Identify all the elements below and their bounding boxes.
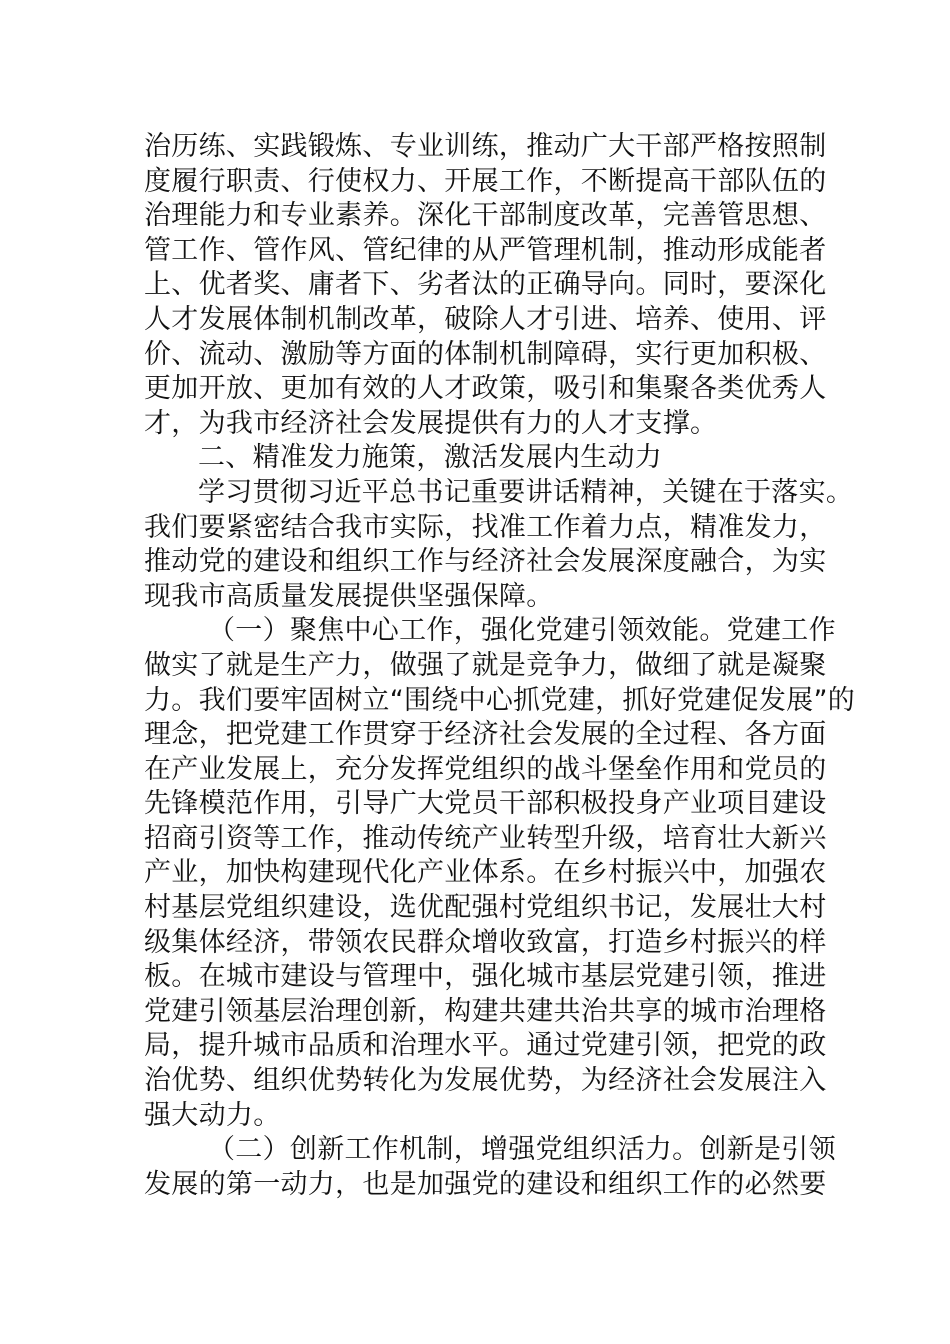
text-line: 级集体经济，带领农民群众增收致富，打造乡村振兴的样 — [144, 926, 827, 958]
text-line: 更加开放、更加有效的人才政策，吸引和集聚各类优秀人 — [144, 373, 827, 405]
text-line: 板。在城市建设与管理中，强化城市基层党建引领，推进 — [144, 961, 827, 993]
text-line: 招商引资等工作，推动传统产业转型升级，培育壮大新兴 — [144, 822, 827, 854]
text-line: 局，提升城市品质和治理水平。通过党建引领，把党的政 — [144, 1030, 827, 1062]
text-line: 党建引领基层治理创新，构建共建共治共享的城市治理格 — [144, 995, 827, 1027]
text-line: 治历练、实践锻炼、专业训练，推动广大干部严格按照制 — [144, 131, 827, 162]
text-line: 强大动力。 — [144, 1099, 281, 1131]
text-line: 管工作、管作风、管纪律的从严管理机制，推动形成能者 — [144, 234, 827, 266]
text-line: 产业，加快构建现代化产业体系。在乡村振兴中，加强农 — [144, 857, 827, 889]
text-line: 上、优者奖、庸者下、劣者汰的正确导向。同时，要深化 — [144, 269, 827, 301]
text-line: 才，为我市经济社会发展提供有力的人才支撑。 — [144, 407, 718, 439]
text-line: 做实了就是生产力，做强了就是竞争力，做细了就是凝聚 — [144, 649, 827, 681]
text-line: 发展的第一动力，也是加强党的建设和组织工作的必然要 — [144, 1168, 827, 1200]
text-line: 在产业发展上，充分发挥党组织的战斗堡垒作用和党员的 — [144, 753, 827, 785]
section-heading: 二、精准发力施策，激活发展内生动力 — [198, 442, 663, 474]
text-line: 力。我们要牢固树立“围绕中心抓党建，抓好党建促发展”的 — [144, 684, 856, 716]
text-line: 我们要紧密结合我市实际，找准工作着力点，精准发力， — [144, 511, 827, 543]
paragraph-start: 学习贯彻习近平总书记重要讲话精神，关键在于落实。 — [198, 476, 854, 508]
text-line: 理念，把党建工作贯穿于经济社会发展的全过程、各方面 — [144, 719, 827, 751]
body-text — [144, 130, 864, 1202]
text-line: 先锋模范作用，引导广大党员干部积极投身产业项目建设 — [144, 788, 827, 820]
text-line: 村基层党组织建设，选优配强村党组织书记，发展壮大村 — [144, 892, 827, 924]
text-line: 治优势、组织优势转化为发展优势，为经济社会发展注入 — [144, 1065, 827, 1097]
text-line: 度履行职责、行使权力、开展工作，不断提高干部队伍的 — [144, 165, 827, 197]
subsection-start: （一）聚焦中心工作，强化党建引领效能。党建工作 — [208, 615, 836, 647]
subsection-start: （二）创新工作机制，增强党组织活力。创新是引领 — [208, 1134, 836, 1166]
text-line: 价、流动、激励等方面的体制机制障碍，实行更加积极、 — [144, 338, 827, 370]
text-line: 人才发展体制机制改革，破除人才引进、培养、使用、评 — [144, 303, 827, 335]
text-line: 治理能力和专业素养。深化干部制度改革，完善管思想、 — [144, 200, 827, 232]
text-line: 现我市高质量发展提供坚强保障。 — [144, 580, 554, 612]
text-line: 推动党的建设和组织工作与经济社会发展深度融合，为实 — [144, 546, 827, 578]
